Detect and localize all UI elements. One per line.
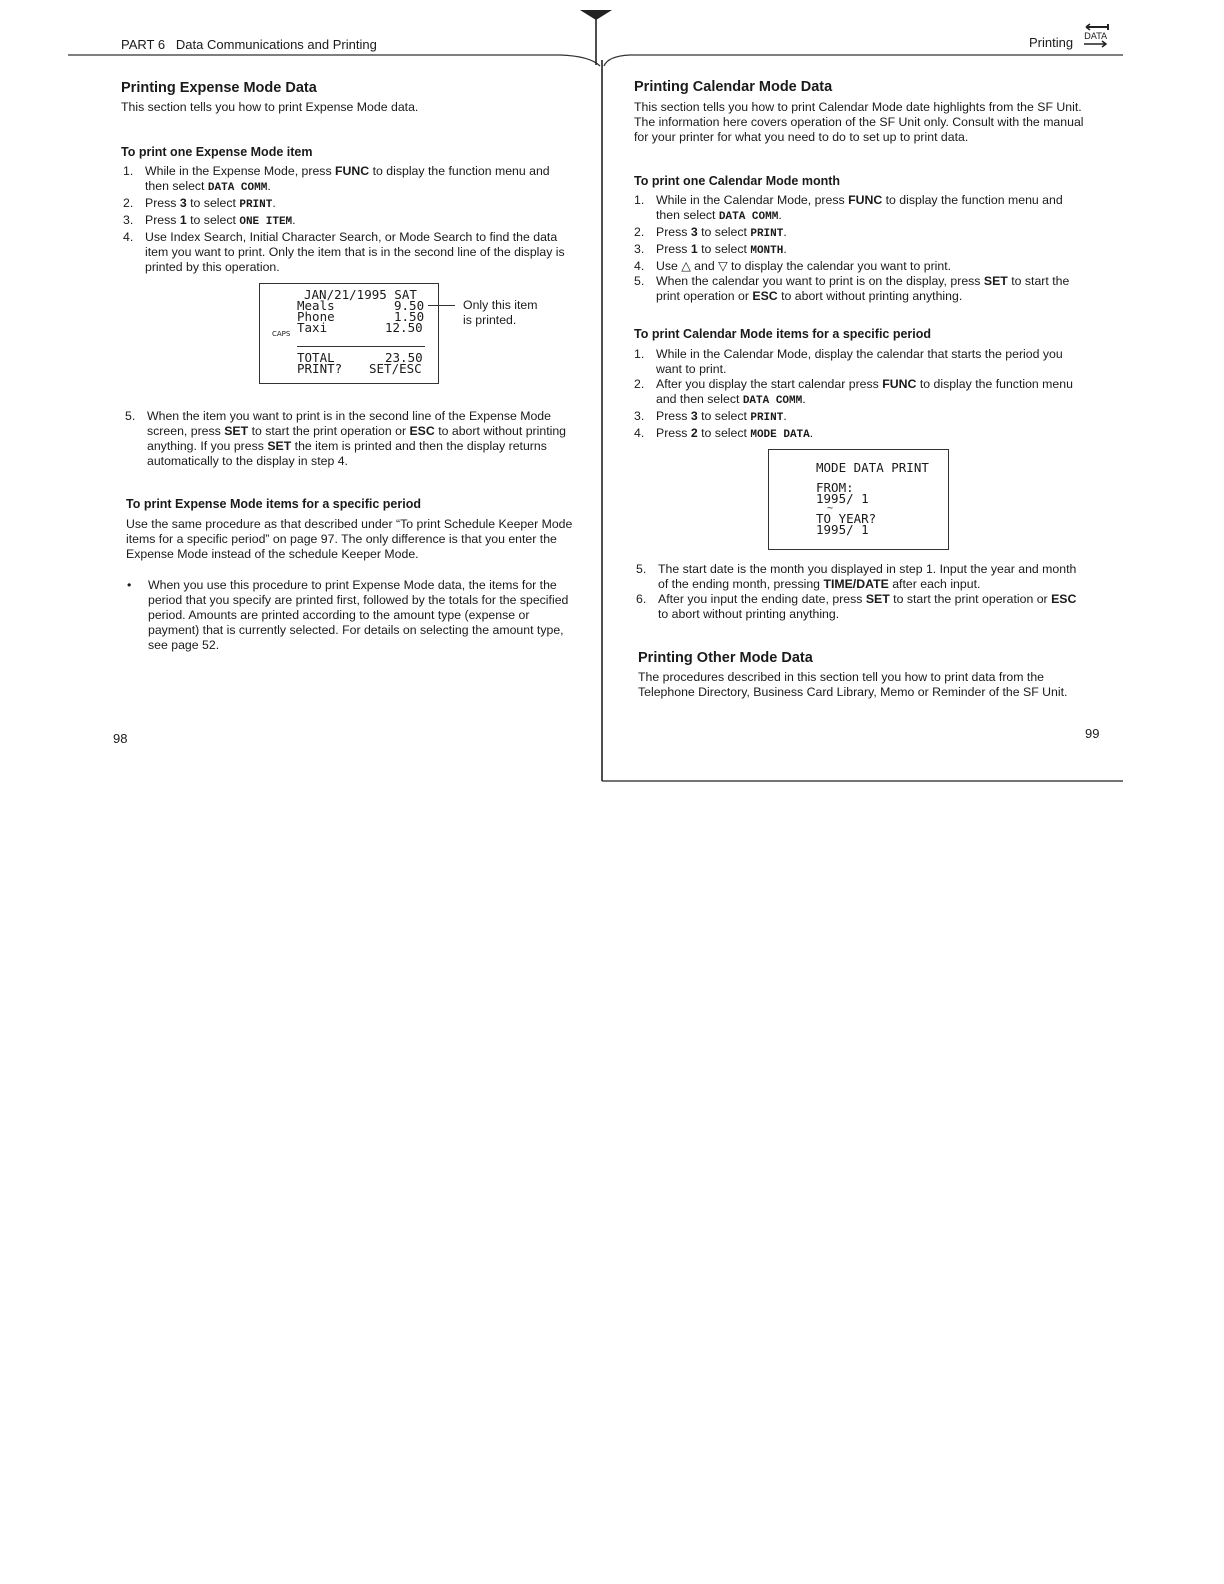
part-label: PART 6 (121, 37, 166, 52)
lcd-label: Phone (297, 309, 335, 324)
lcd-line: MODE DATA PRINT (816, 460, 929, 475)
right-section2-title: Printing Other Mode Data (638, 650, 813, 666)
lcd-value: 9.50 (394, 298, 425, 313)
list-item: 5. The start date is the month you displayed in step 1. Input the year and month of the ending month, pressing TIME/DATE after each input. (636, 562, 1077, 591)
lcd-divider (297, 346, 425, 347)
mode-data-print-lcd (768, 449, 949, 550)
list-item: 2. Press 3 to select PRINT. (634, 225, 787, 240)
svg-text:DATA: DATA (1084, 32, 1108, 42)
expense-lcd-display (259, 283, 439, 384)
list-item: 5. When the item you want to print is in the second line of the Expense Mode screen, press SET to start the print operation or ESC to abort without printing anything. If you press SET the item is printed and then the display returns automatically to the display in step 4. (125, 409, 567, 468)
list-item: 4. Press 2 to select MODE DATA. (634, 426, 814, 441)
left-subheading-period: To print Expense Mode items for a specific period (126, 497, 421, 511)
lcd-label: PRINT? (297, 361, 343, 376)
right-section-title: Printing Calendar Mode Data (634, 79, 833, 95)
callout-line: Only this item (463, 298, 538, 312)
list-item: 2. After you display the start calendar press FUNC to display the function menu and then select DATA COMM. (634, 377, 1073, 407)
list-item: 5. When the calendar you want to print is on the display, press SET to start the print operation or ESC to abort without printing anything. (634, 274, 1070, 303)
lcd-value: 12.50 (385, 320, 423, 335)
lcd-line: FROM: (816, 480, 854, 495)
list-item: 2. Press 3 to select PRINT. (123, 196, 276, 211)
left-page-number: 98 (113, 731, 128, 746)
lcd-value: 23.50 (385, 350, 423, 365)
list-item: 1. While in the Calendar Mode, press FUNC to display the function menu and then select DATA COMM. (634, 193, 1063, 223)
right-steps-five-six (636, 562, 1086, 622)
list-item: 3. Press 1 to select ONE ITEM. (123, 213, 296, 228)
lcd-line: 1995/ 1 (816, 491, 869, 506)
lcd-label: Taxi (297, 320, 328, 335)
left-steps-one-item (123, 164, 571, 275)
left-step-five (125, 409, 573, 469)
lcd-line: 1995/ 1 (816, 522, 869, 537)
right-section2-paragraph: The procedures described in this section tell you how to print data from the Telephone Directory, Business Card Library, Memo or Reminder of the SF Unit. (638, 670, 1068, 699)
list-item: 1. While in the Expense Mode, press FUNC to display the function menu and then select DATA COMM. (123, 164, 550, 194)
left-bullet-note (127, 578, 575, 653)
list-item: 4. Use Index Search, Initial Character Search, or Mode Search to find the data item you want to print. Only the item that is in the second line of the display is printed by this operation. (123, 230, 565, 274)
lcd-date-line: JAN/21/1995 SAT (304, 287, 417, 302)
bullet-text: When you use this procedure to print Expense Mode data, the items for the period that you specify are printed first, followed by the totals for the specified period. Amounts are printed according to the amount type (expense or payment) that is currently selected. For details on selecting the amount type, see page 52. (148, 578, 569, 652)
right-page-number: 99 (1085, 726, 1100, 741)
caps-indicator: CAPS (272, 330, 291, 338)
list-item: 4. Use △ and ▽ to display the calendar you want to print. (634, 259, 952, 273)
right-subheading-one-month: To print one Calendar Mode month (634, 174, 841, 188)
callout-line: is printed. (463, 313, 517, 327)
lcd-line: ~ (827, 503, 834, 514)
list-item: 6. After you input the ending date, press SET to start the print operation or ESC to abort without printing anything. (636, 592, 1077, 621)
left-intro: This section tells you how to print Expense Mode data. (121, 100, 419, 114)
right-steps-one-month (634, 193, 1084, 304)
right-subheading-period: To print Calendar Mode items for a specific period (634, 327, 932, 341)
list-item: 1. While in the Calendar Mode, display the calendar that starts the period you want to print. (634, 347, 1063, 376)
callout-text (463, 298, 537, 328)
left-subheading-one-item: To print one Expense Mode item (121, 145, 313, 159)
right-intro: This section tells you how to print Calendar Mode date highlights from the SF Unit. The information here covers operation of the SF Unit only. Consult with the manual for your printer for what you need to do to set up to print data. (634, 100, 1084, 144)
right-steps-period (634, 347, 1086, 443)
lcd-label: Meals (297, 298, 335, 313)
callout-leader-line (428, 305, 455, 306)
list-item: 3. Press 3 to select PRINT. (634, 409, 787, 424)
running-header-right: Printing (1029, 35, 1074, 50)
list-item: 3. Press 1 to select MONTH. (634, 242, 787, 257)
left-period-paragraph: Use the same procedure as that described under “To print Schedule Keeper Mode items for a specific period” on page 97. The only difference is that you enter the Expense Mode instead of the schedule Keeper Mode. (126, 517, 573, 561)
lcd-value: 1.50 (394, 309, 425, 324)
lcd-value: SET/ESC (369, 361, 422, 376)
lcd-line: TO YEAR? (816, 511, 877, 526)
left-section-title: Printing Expense Mode Data (121, 80, 317, 96)
bullet-dot: • (127, 578, 132, 592)
part-title: Data Communications and Printing (175, 37, 377, 52)
lcd-label: TOTAL (297, 350, 335, 365)
